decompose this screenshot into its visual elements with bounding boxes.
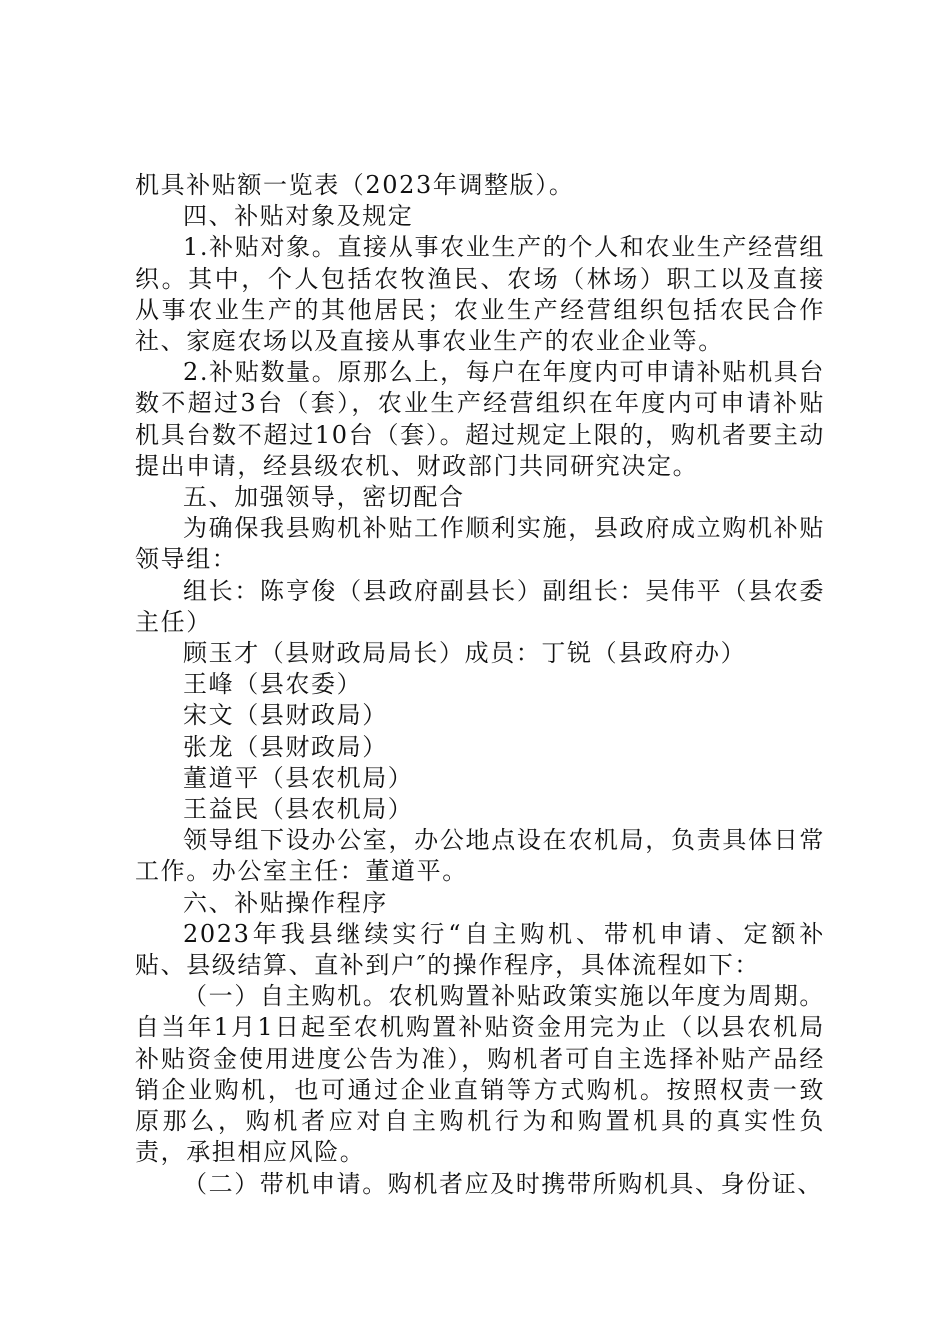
section-heading-4: 四、补贴对象及规定	[183, 202, 414, 231]
section-heading-6: 六、补贴操作程序	[183, 888, 388, 917]
paragraph-leader: 组长：陈亨俊（县政府副县长）副组长：吴伟平（县农委主任）	[135, 576, 825, 636]
paragraph-self-purchase: （一）自主购机。农机购置补贴政策实施以年度为周期。自当年1月1日起至农机购置补贴资金用完为止（以县农机局补贴资金使用进度公告为准），购机者可自主选择补贴产品经销企业购机，也可通过企业直销等方式购机。按照权责一致原那么，购机者应对自主购机行为和购置机具的真实性负责，承担相应风险。	[135, 982, 825, 1167]
document-body	[135, 170, 825, 1200]
section-heading-5: 五、加强领导，密切配合	[183, 483, 465, 512]
paragraph-member-line: 顾玉才（县财政局局长）成员：丁锐（县政府办）	[183, 639, 747, 668]
paragraph-continuation: 机具补贴额一览表（2023年调整版）。	[135, 171, 575, 199]
paragraph-member: 董道平（县农机局）	[183, 763, 414, 792]
paragraph-office: 领导组下设办公室，办公地点设在农机局，负责具体日常工作。办公室主任：董道平。	[135, 826, 825, 886]
paragraph-leadership-intro: 为确保我县购机补贴工作顺利实施，县政府成立购机补贴领导组：	[135, 514, 825, 574]
paragraph-member: 张龙（县财政局）	[183, 732, 388, 761]
paragraph-member: 王益民（县农机局）	[183, 795, 414, 824]
paragraph-member: 宋文（县财政局）	[183, 701, 388, 730]
paragraph-application: （二）带机申请。购机者应及时携带所购机具、身份证、	[183, 1169, 823, 1198]
paragraph-procedure-intro: 2023年我县继续实行“自主购机、带机申请、定额补贴、县级结算、直补到户″的操作程序，具体流程如下：	[135, 919, 825, 980]
paragraph-subsidy-target: 1.补贴对象。直接从事农业生产的个人和农业生产经营组织。其中，个人包括农牧渔民、农场（林场）职工以及直接从事农业生产的其他居民；农业生产经营组织包括农民合作社、家庭农场以及直接从事农业生产的农业企业等。	[135, 233, 825, 356]
paragraph-member: 王峰（县农委）	[183, 670, 363, 699]
paragraph-subsidy-quantity: 2.补贴数量。原那么上，每户在年度内可申请补贴机具台数不超过3台（套），农业生产经营组织在年度内可申请补贴机具台数不超过10台（套）。超过规定上限的，购机者要主动提出申请，经县级农机、财政部门共同研究决定。	[135, 358, 825, 480]
